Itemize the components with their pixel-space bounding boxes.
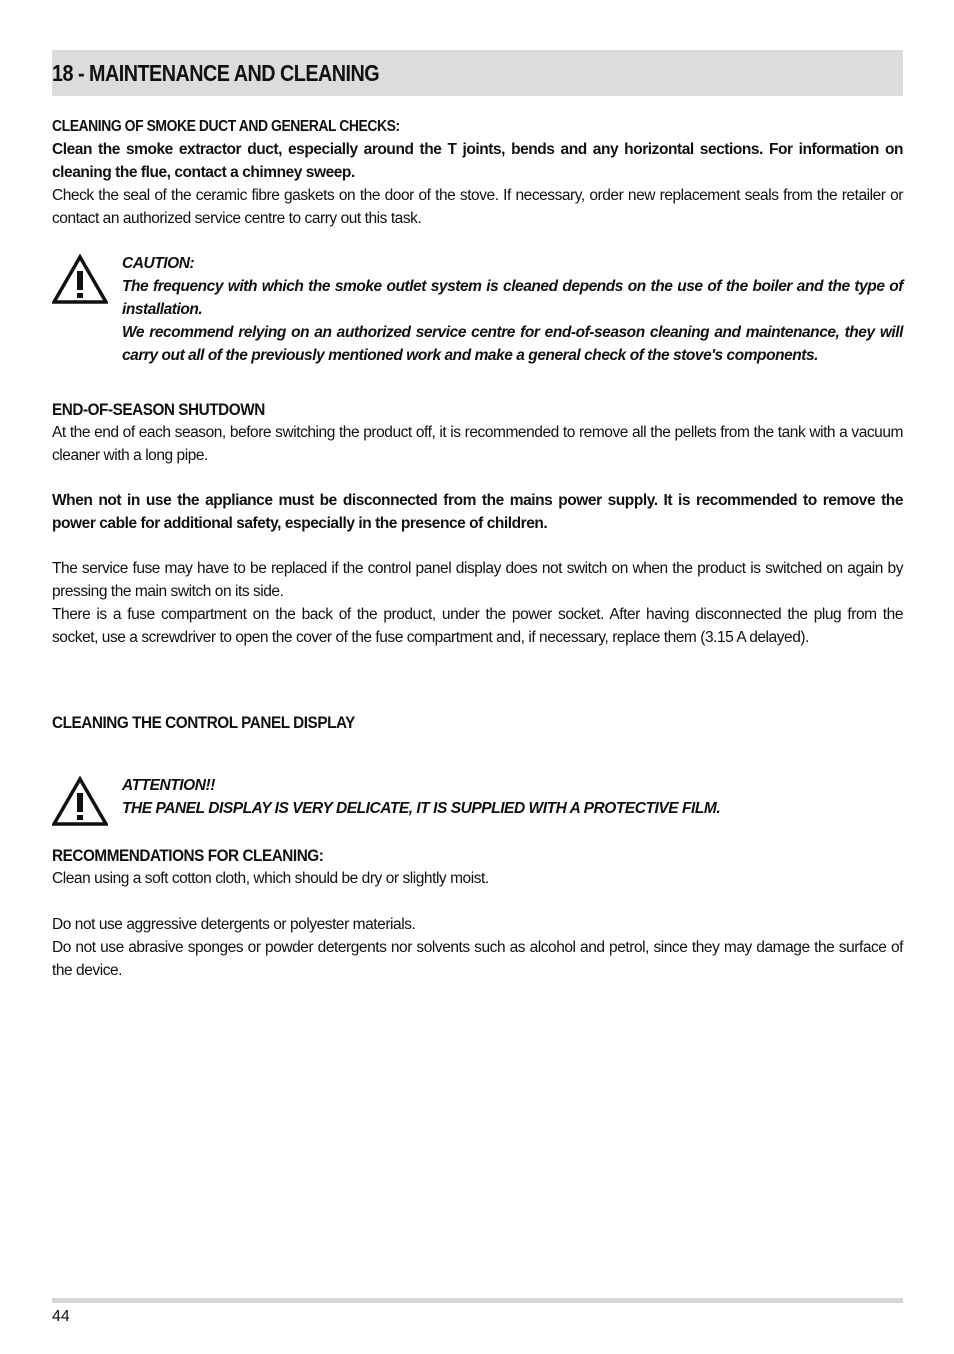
caution-label: CAUTION: bbox=[122, 255, 195, 272]
document-page bbox=[52, 50, 903, 982]
control-panel-heading: CLEANING THE CONTROL PANEL DISPLAY bbox=[52, 713, 355, 732]
end-of-season-section bbox=[52, 398, 903, 649]
fuse-text-1: The service fuse may have to be replaced if the control panel display does not switch on when the product is switched on again by pressing the main switch on its side. bbox=[52, 560, 903, 600]
caution-text-2: We recommend relying on an authorized service centre for end-of-season cleaning and maintenance, they will carry out all of the previously mentioned work and make a general check of the stove's components. bbox=[122, 324, 903, 364]
smoke-duct-section bbox=[52, 115, 903, 230]
caution-text-1: The frequency with which the smoke outlet system is cleaned depends on the use of the boiler and the type of installation. bbox=[122, 278, 903, 318]
footer-divider bbox=[52, 1298, 903, 1303]
fuse-text-2: There is a fuse compartment on the back of the product, under the power socket. After having disconnected the plug from the socket, use a screwdriver to open the cover of the fuse compartment and, if necessary, replace them (3.15 A delayed). bbox=[52, 606, 903, 646]
attention-block bbox=[52, 774, 903, 831]
attention-label: ATTENTION!! bbox=[122, 777, 215, 794]
end-of-season-text: At the end of each season, before switching the product off, it is recommended to remove all the pellets from the tank with a vacuum cleaner with a long pipe. bbox=[52, 424, 903, 464]
control-panel-section bbox=[52, 711, 903, 734]
page-number: 44 bbox=[52, 1308, 70, 1325]
section-title: 18 - MAINTENANCE AND CLEANING bbox=[52, 59, 380, 86]
warning-triangle-icon bbox=[52, 252, 122, 309]
smoke-duct-heading: CLEANING OF SMOKE DUCT AND GENERAL CHECKS: bbox=[52, 118, 400, 135]
smoke-duct-bold-text: Clean the smoke extractor duct, especially around the T joints, bends and any horizontal sections. For information on cleaning the flue, contact a chimney sweep. bbox=[52, 141, 903, 181]
recommendations-heading: RECOMMENDATIONS FOR CLEANING: bbox=[52, 846, 324, 865]
recommendations-text-2: Do not use aggressive detergents or polyester materials. bbox=[52, 916, 416, 933]
caution-block bbox=[52, 252, 903, 367]
recommendations-section bbox=[52, 844, 903, 982]
attention-text: THE PANEL DISPLAY IS VERY DELICATE, IT IS SUPPLIED WITH A PROTECTIVE FILM. bbox=[122, 800, 721, 817]
end-of-season-heading: END-OF-SEASON SHUTDOWN bbox=[52, 400, 265, 419]
warning-triangle-icon bbox=[52, 774, 122, 831]
recommendations-text-1: Clean using a soft cotton cloth, which should be dry or slightly moist. bbox=[52, 870, 489, 887]
disconnect-warning-text: When not in use the appliance must be disconnected from the mains power supply. It is recommended to remove the power cable for additional safety, especially in the presence of children. bbox=[52, 492, 903, 532]
section-title-bar bbox=[52, 50, 903, 96]
recommendations-text-3: Do not use abrasive sponges or powder detergents nor solvents such as alcohol and petrol, since they may damage the surface of the device. bbox=[52, 939, 903, 979]
smoke-duct-text: Check the seal of the ceramic fibre gaskets on the door of the stove. If necessary, order new replacement seals from the retailer or contact an authorized service centre to carry out this task. bbox=[52, 187, 903, 227]
